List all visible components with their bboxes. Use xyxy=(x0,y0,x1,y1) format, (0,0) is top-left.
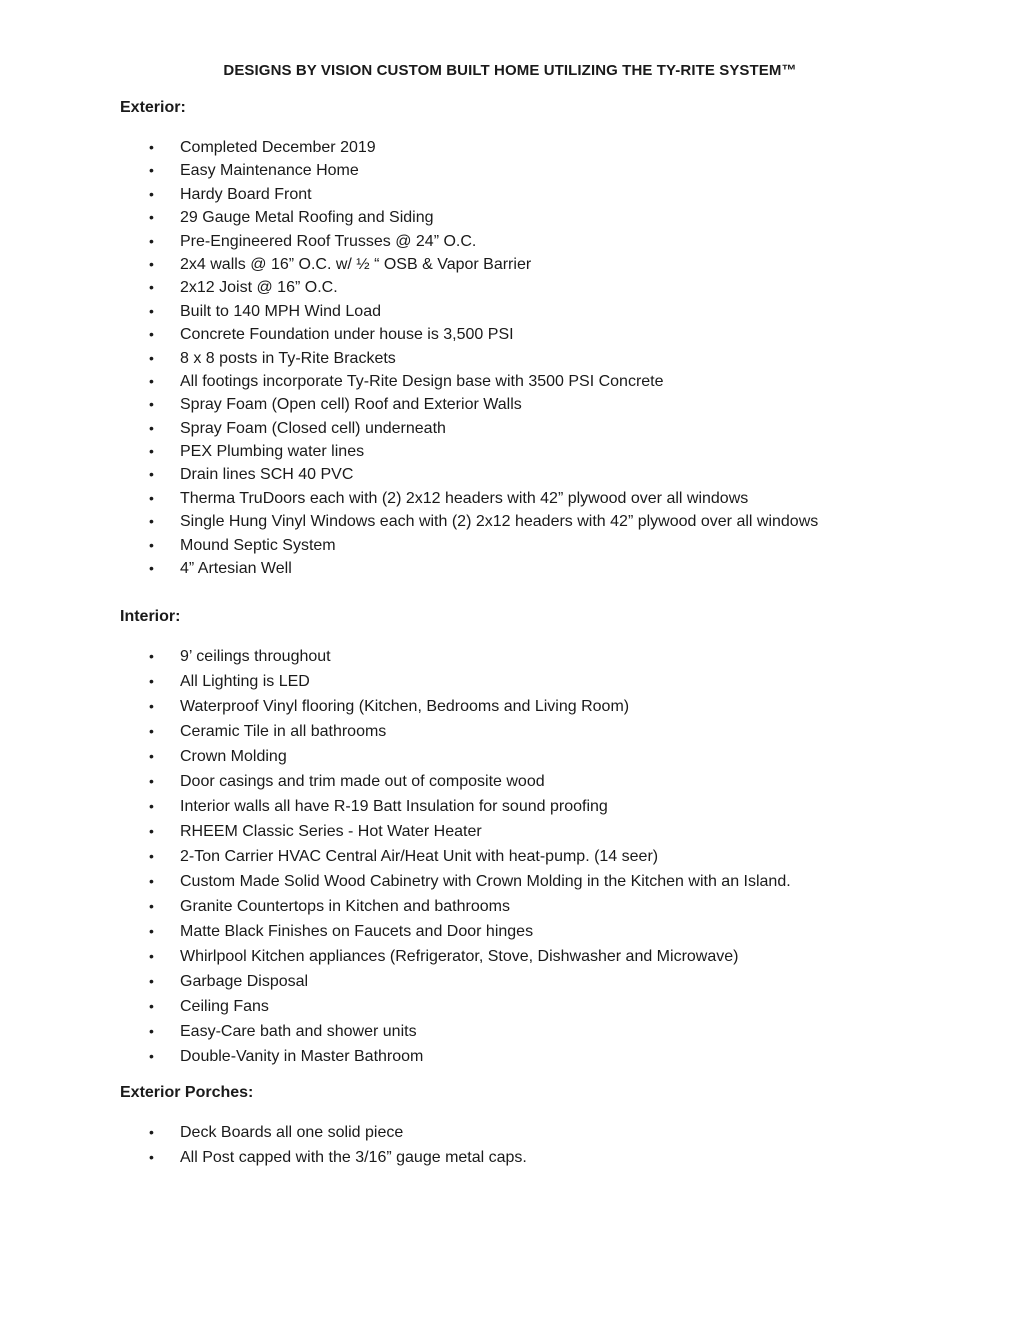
list-item-text: Garbage Disposal xyxy=(180,973,309,990)
bullet-icon: • xyxy=(149,326,154,343)
bullet-icon: • xyxy=(149,139,154,155)
bullet-icon: • xyxy=(149,536,154,553)
list-item xyxy=(0,719,791,744)
list-item xyxy=(0,323,818,346)
list-item-text: 4” Artesian Well xyxy=(180,560,292,578)
list-item xyxy=(0,1145,527,1170)
list-item xyxy=(0,1044,791,1069)
bullet-icon: • xyxy=(149,973,154,989)
bullet-icon: • xyxy=(149,1149,154,1165)
bullet-icon: • xyxy=(149,723,154,739)
list-item-text: Single Hung Vinyl Windows each with (2) 2x12 headers with 42” plywood over all windows xyxy=(180,513,819,531)
list-item-text: All Post capped with the 3/16” gauge metal caps. xyxy=(180,1149,527,1166)
list-item-text: Built to 140 MPH Wind Load xyxy=(180,302,381,320)
list-item xyxy=(0,276,818,299)
list-item xyxy=(0,253,818,276)
list-item xyxy=(0,669,791,694)
list-item xyxy=(0,744,791,769)
list-item-text: 8 x 8 posts in Ty-Rite Brackets xyxy=(180,349,396,367)
list-item xyxy=(0,1019,791,1044)
list-item-text: 2x4 walls @ 16” O.C. w/ ½ “ OSB & Vapor Barrier xyxy=(180,255,532,273)
list-item xyxy=(0,869,791,894)
list-item-text: Drain lines SCH 40 PVC xyxy=(180,466,354,484)
list-item xyxy=(0,1120,527,1145)
list-item xyxy=(0,230,818,253)
list-item xyxy=(0,510,818,533)
list-item-text: Ceramic Tile in all bathrooms xyxy=(180,723,387,740)
list-item xyxy=(0,769,791,794)
list-item-text: Spray Foam (Open cell) Roof and Exterior Walls xyxy=(180,396,522,414)
list-item xyxy=(0,300,818,323)
list-item xyxy=(0,557,818,580)
exterior-porches-heading: Exterior Porches: xyxy=(120,1084,254,1101)
bullet-icon: • xyxy=(149,443,154,460)
list-item xyxy=(0,994,791,1019)
list-item-text: All footings incorporate Ty-Rite Design base with 3500 PSI Concrete xyxy=(180,372,664,390)
bullet-icon: • xyxy=(149,489,154,506)
list-item xyxy=(0,183,818,206)
bullet-icon: • xyxy=(149,798,154,814)
list-item-text: Therma TruDoors each with (2) 2x12 headers with 42” plywood over all windows xyxy=(180,489,749,507)
list-item xyxy=(0,136,818,159)
list-item-text: Granite Countertops in Kitchen and bathrooms xyxy=(180,898,510,915)
list-item-text: 9’ ceilings throughout xyxy=(180,648,331,665)
list-item-text: Hardy Board Front xyxy=(180,185,312,203)
bullet-icon: • xyxy=(149,998,154,1014)
bullet-icon: • xyxy=(149,1124,154,1140)
bullet-icon: • xyxy=(149,748,154,764)
list-item xyxy=(0,644,791,669)
bullet-icon: • xyxy=(149,232,154,249)
bullet-icon: • xyxy=(149,948,154,964)
list-item-text: Custom Made Solid Wood Cabinetry with Crown Molding in the Kitchen with an Island. xyxy=(180,873,791,890)
list-item xyxy=(0,694,791,719)
bullet-icon: • xyxy=(149,209,154,226)
list-item xyxy=(0,370,818,393)
bullet-icon: • xyxy=(149,698,154,714)
list-item-text: Mound Septic System xyxy=(180,536,336,554)
interior-list xyxy=(0,644,791,1069)
bullet-icon: • xyxy=(149,898,154,914)
list-item xyxy=(0,969,791,994)
list-item-text: Matte Black Finishes on Faucets and Door hinges xyxy=(180,923,534,940)
list-item xyxy=(0,440,818,463)
bullet-icon: • xyxy=(149,349,154,366)
bullet-icon: • xyxy=(149,396,154,413)
bullet-icon: • xyxy=(149,372,154,389)
bullet-icon: • xyxy=(149,648,154,664)
list-item-text: Whirlpool Kitchen appliances (Refrigerator, Stove, Dishwasher and Microwave) xyxy=(180,948,739,965)
list-item xyxy=(0,487,818,510)
bullet-icon: • xyxy=(149,673,154,689)
list-item xyxy=(0,206,818,229)
bullet-icon: • xyxy=(149,162,154,179)
list-item-text: Ceiling Fans xyxy=(180,998,269,1015)
document-title: DESIGNS BY VISION CUSTOM BUILT HOME UTILIZING THE TY-RITE SYSTEM™ xyxy=(223,62,797,79)
list-item-text: Waterproof Vinyl flooring (Kitchen, Bedrooms and Living Room) xyxy=(180,698,630,715)
list-item-text: Door casings and trim made out of composite wood xyxy=(180,773,545,790)
list-item xyxy=(0,944,791,969)
list-item xyxy=(0,844,791,869)
list-item xyxy=(0,534,818,557)
list-item-text: All Lighting is LED xyxy=(180,673,310,690)
list-item-text: 2x12 Joist @ 16” O.C. xyxy=(180,279,338,297)
bullet-icon: • xyxy=(149,873,154,889)
bullet-icon: • xyxy=(149,1023,154,1039)
list-item-text: Crown Molding xyxy=(180,748,287,765)
bullet-icon: • xyxy=(149,513,154,530)
list-item xyxy=(0,463,818,486)
list-item-text: 29 Gauge Metal Roofing and Siding xyxy=(180,209,434,227)
list-item-text: 2-Ton Carrier HVAC Central Air/Heat Unit with heat-pump. (14 seer) xyxy=(180,848,659,865)
list-item xyxy=(0,393,818,416)
list-item xyxy=(0,159,818,182)
bullet-icon: • xyxy=(149,419,154,436)
list-item-text: Completed December 2019 xyxy=(180,139,376,156)
bullet-icon: • xyxy=(149,255,154,272)
exterior-list xyxy=(0,136,818,580)
list-item-text: Concrete Foundation under house is 3,500 PSI xyxy=(180,326,514,344)
exterior-porches-list xyxy=(0,1120,527,1170)
bullet-icon: • xyxy=(149,560,154,577)
list-item xyxy=(0,919,791,944)
bullet-icon: • xyxy=(149,302,154,319)
interior-heading: Interior: xyxy=(120,608,181,625)
bullet-icon: • xyxy=(149,823,154,839)
list-item-text: Pre-Engineered Roof Trusses @ 24” O.C. xyxy=(180,232,477,250)
bullet-icon: • xyxy=(149,773,154,789)
list-item xyxy=(0,794,791,819)
exterior-heading: Exterior: xyxy=(120,99,186,116)
list-item xyxy=(0,417,818,440)
list-item-text: Easy Maintenance Home xyxy=(180,162,359,180)
list-item-text: Deck Boards all one solid piece xyxy=(180,1124,404,1141)
list-item-text: Interior walls all have R-19 Batt Insulation for sound proofing xyxy=(180,798,608,815)
list-item-text: Double-Vanity in Master Bathroom xyxy=(180,1048,424,1065)
list-item-text: Easy-Care bath and shower units xyxy=(180,1023,417,1040)
list-item-text: Spray Foam (Closed cell) underneath xyxy=(180,419,446,437)
bullet-icon: • xyxy=(149,923,154,939)
list-item-text: PEX Plumbing water lines xyxy=(180,443,365,461)
bullet-icon: • xyxy=(149,185,154,202)
list-item-text: RHEEM Classic Series - Hot Water Heater xyxy=(180,823,482,840)
list-item xyxy=(0,347,818,370)
bullet-icon: • xyxy=(149,1048,154,1064)
bullet-icon: • xyxy=(149,279,154,296)
bullet-icon: • xyxy=(149,466,154,483)
list-item xyxy=(0,894,791,919)
bullet-icon: • xyxy=(149,848,154,864)
list-item xyxy=(0,819,791,844)
